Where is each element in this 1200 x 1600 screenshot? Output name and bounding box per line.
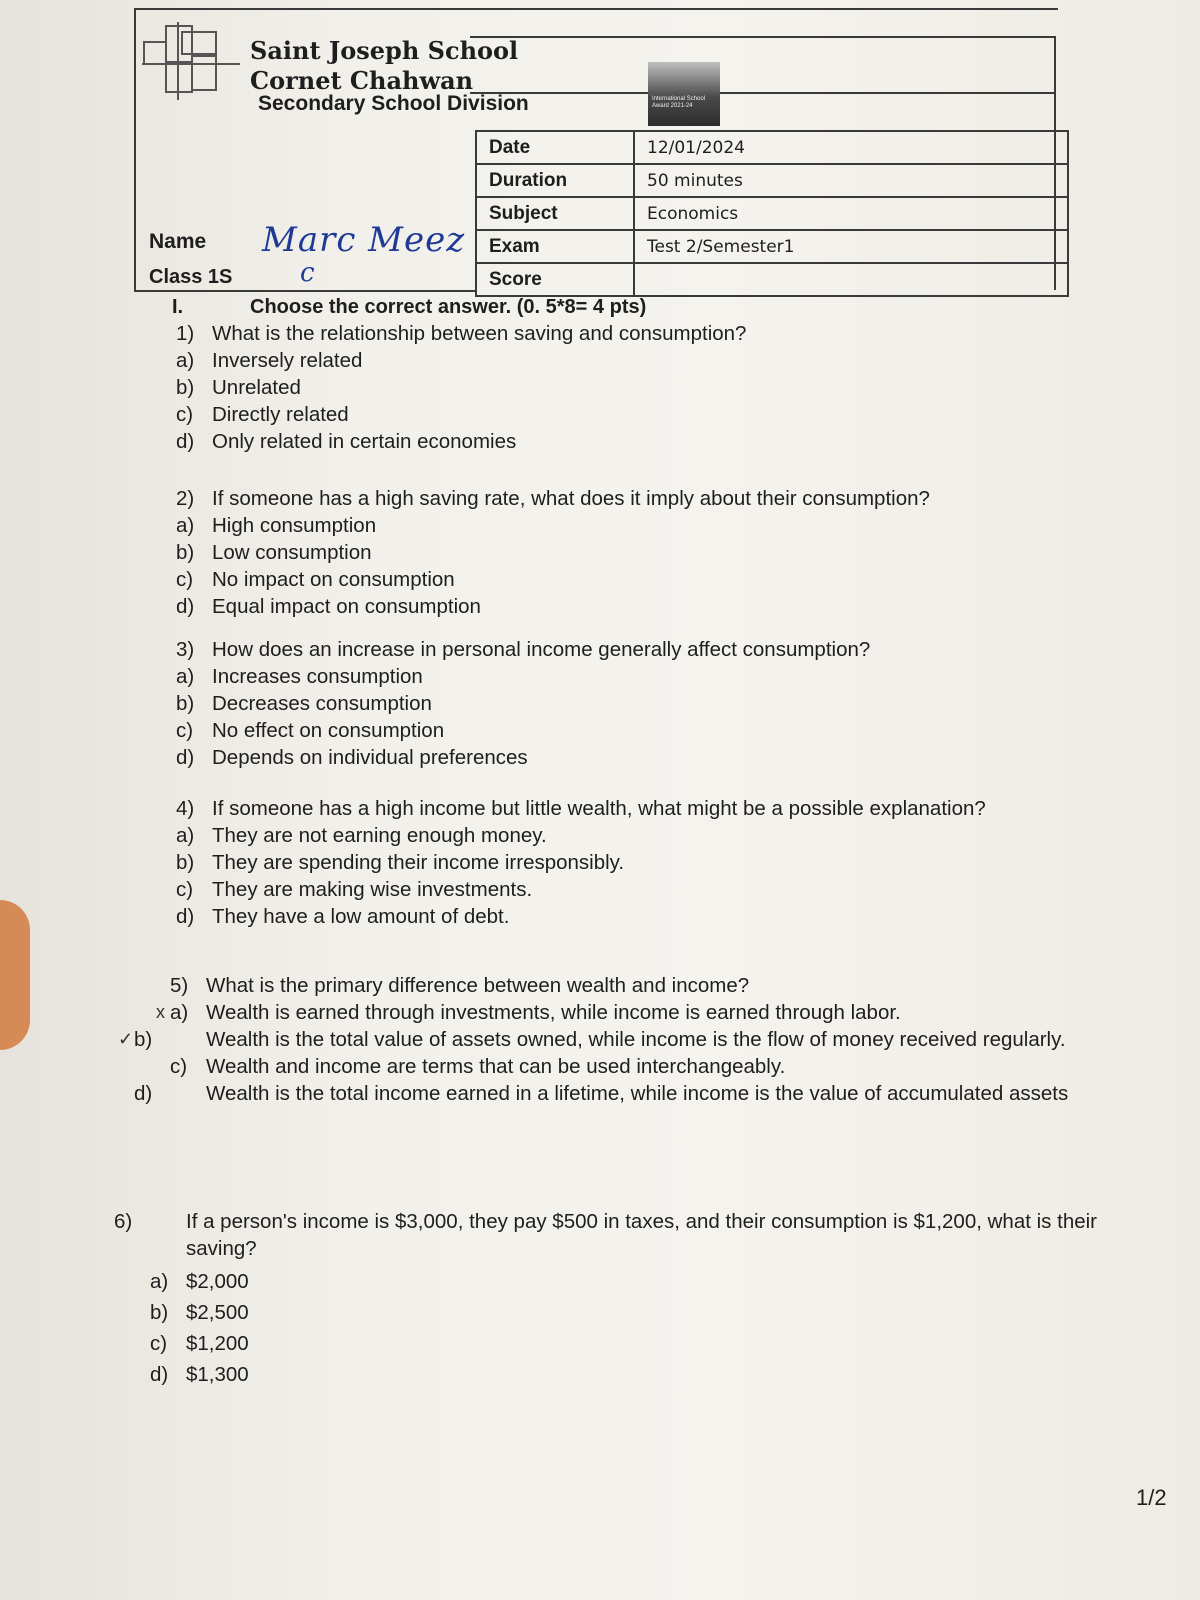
score-label: Score <box>476 263 634 296</box>
option-c <box>170 1053 1130 1080</box>
option-text: No impact on consumption <box>212 568 455 591</box>
option-letter: a) <box>176 665 195 688</box>
option-text: They have a low amount of debt. <box>212 905 510 928</box>
option-letter: b) <box>176 376 195 399</box>
option-letter: c) <box>176 878 194 901</box>
exam-info-table <box>475 130 1069 297</box>
option-letter: b) <box>176 692 195 715</box>
option-letter: a) <box>176 824 195 847</box>
option-letter: d) <box>176 905 195 928</box>
finger <box>0 900 30 1050</box>
option-text: No effect on consumption <box>212 719 445 742</box>
option-text: $1,200 <box>186 1332 249 1355</box>
exam-value: Test 2/Semester1 <box>634 230 1068 263</box>
header-bottom-border <box>134 290 476 292</box>
option-text: Decreases consumption <box>212 692 432 715</box>
option-text: Wealth and income are terms that can be used interchangeably. <box>206 1055 786 1078</box>
award-badge <box>648 62 720 126</box>
header-divider <box>470 36 1054 38</box>
option-a <box>176 512 930 539</box>
option-d <box>176 593 930 620</box>
question-4 <box>176 795 986 930</box>
section-number: I. <box>172 296 184 318</box>
option-a <box>176 663 870 690</box>
option-letter: b) <box>134 1028 153 1051</box>
option-letter: c) <box>176 403 194 426</box>
subject-value: Economics <box>634 197 1068 230</box>
question-6 <box>114 1208 1150 1388</box>
option-b <box>150 1299 1150 1326</box>
school-name-line2: Cornet Chahwan <box>250 66 474 95</box>
option-text: Wealth is earned through investments, while income is earned through labor. <box>206 1001 901 1024</box>
class-handwritten: c <box>300 258 315 288</box>
duration-label: Duration <box>476 164 634 197</box>
subject-label: Subject <box>476 197 634 230</box>
option-letter: d) <box>176 430 195 453</box>
option-text: They are making wise investments. <box>212 878 533 901</box>
option-b <box>176 374 746 401</box>
option-text: Equal impact on consumption <box>212 595 481 618</box>
division: Secondary School Division <box>258 92 529 115</box>
option-b: ✓ b) Wealth is the total value of assets owned, while income is the flow of money received regularly. <box>118 1028 1066 1051</box>
question-text: If someone has a high saving rate, what does it imply about their consumption? <box>212 487 930 510</box>
option-d <box>176 744 870 771</box>
score-value <box>634 263 1068 296</box>
option-letter: a) <box>150 1270 169 1293</box>
question-number: 1) <box>176 322 195 345</box>
question-1 <box>176 320 746 455</box>
option-c <box>176 876 986 903</box>
option-text: Wealth is the total income earned in a lifetime, while income is the value of accumulated assets <box>206 1082 1069 1105</box>
option-d <box>134 1080 1130 1107</box>
option-text: They are not earning enough money. <box>212 824 547 847</box>
cross-mark: x <box>156 1002 165 1022</box>
option-d <box>176 428 746 455</box>
option-a <box>176 822 986 849</box>
option-b <box>176 849 986 876</box>
question-number: 3) <box>176 638 195 661</box>
option-letter: c) <box>150 1332 168 1355</box>
option-c <box>176 401 746 428</box>
question-text: How does an increase in personal income generally affect consumption? <box>212 638 871 661</box>
page-number: 1/2 <box>1136 1485 1167 1510</box>
question-text: If a person's income is $3,000, they pay $500 in taxes, and their consumption is $1,200, what is their saving? <box>186 1210 1097 1260</box>
option-letter: c) <box>176 719 194 742</box>
option-a <box>176 347 746 374</box>
question-text: What is the primary difference between wealth and income? <box>206 974 750 997</box>
option-letter: a) <box>176 349 195 372</box>
section-heading <box>172 296 646 319</box>
option-text: Wealth is the total value of assets owned, while income is the flow of money received regularly. <box>206 1028 1066 1051</box>
class-label: Class 1S <box>149 266 233 288</box>
option-b <box>176 690 870 717</box>
student-name-handwritten: Marc Meez <box>262 220 466 260</box>
question-number: 4) <box>176 797 195 820</box>
option-text: $1,300 <box>186 1363 249 1386</box>
question-3 <box>176 636 870 771</box>
header-divider <box>470 92 1054 94</box>
option-text: Inversely related <box>212 349 363 372</box>
question-number: 5) <box>170 974 189 997</box>
option-letter: d) <box>176 746 195 769</box>
duration-value: 50 minutes <box>634 164 1068 197</box>
option-text: Low consumption <box>212 541 372 564</box>
question-5 <box>118 972 1130 1107</box>
date-value: 12/01/2024 <box>634 131 1068 164</box>
exam-label: Exam <box>476 230 634 263</box>
option-a <box>150 1268 1150 1295</box>
question-number: 2) <box>176 487 195 510</box>
option-text: They are spending their income irresponsibly. <box>212 851 625 874</box>
option-c <box>176 717 870 744</box>
option-b <box>176 539 930 566</box>
option-text: Increases consumption <box>212 665 423 688</box>
option-letter: b) <box>176 851 195 874</box>
question-text: If someone has a high income but little wealth, what might be a possible explanation? <box>212 797 986 820</box>
option-c <box>150 1330 1150 1357</box>
option-letter: d) <box>176 595 195 618</box>
option-text: High consumption <box>212 514 377 537</box>
option-letter: d) <box>134 1082 153 1105</box>
name-label: Name <box>149 230 207 253</box>
option-a <box>156 999 1130 1026</box>
school-name-line1: Saint Joseph School <box>250 36 519 65</box>
date-label: Date <box>476 131 634 164</box>
option-text: Only related in certain economies <box>212 430 517 453</box>
option-letter: d) <box>150 1363 169 1386</box>
option-letter: a) <box>176 514 195 537</box>
section-title: Choose the correct answer. (0. 5*8= 4 pts) <box>250 296 647 318</box>
school-logo <box>142 22 242 102</box>
question-text: What is the relationship between saving and consumption? <box>212 322 747 345</box>
option-c <box>176 566 930 593</box>
option-letter: a) <box>170 1001 189 1024</box>
option-d <box>176 903 986 930</box>
option-text: $2,500 <box>186 1301 249 1324</box>
option-text: Depends on individual preferences <box>212 746 528 769</box>
question-number: 6) <box>114 1210 133 1233</box>
option-text: $2,000 <box>186 1270 249 1293</box>
option-letter: c) <box>176 568 194 591</box>
school-name <box>250 36 518 96</box>
award-text: International School Award 2021-24 <box>652 96 706 109</box>
option-letter: b) <box>150 1301 169 1324</box>
option-letter: c) <box>170 1055 188 1078</box>
option-d <box>150 1361 1150 1388</box>
option-text: Unrelated <box>212 376 301 399</box>
option-letter: b) <box>176 541 195 564</box>
question-2 <box>176 485 930 620</box>
option-text: Directly related <box>212 403 349 426</box>
